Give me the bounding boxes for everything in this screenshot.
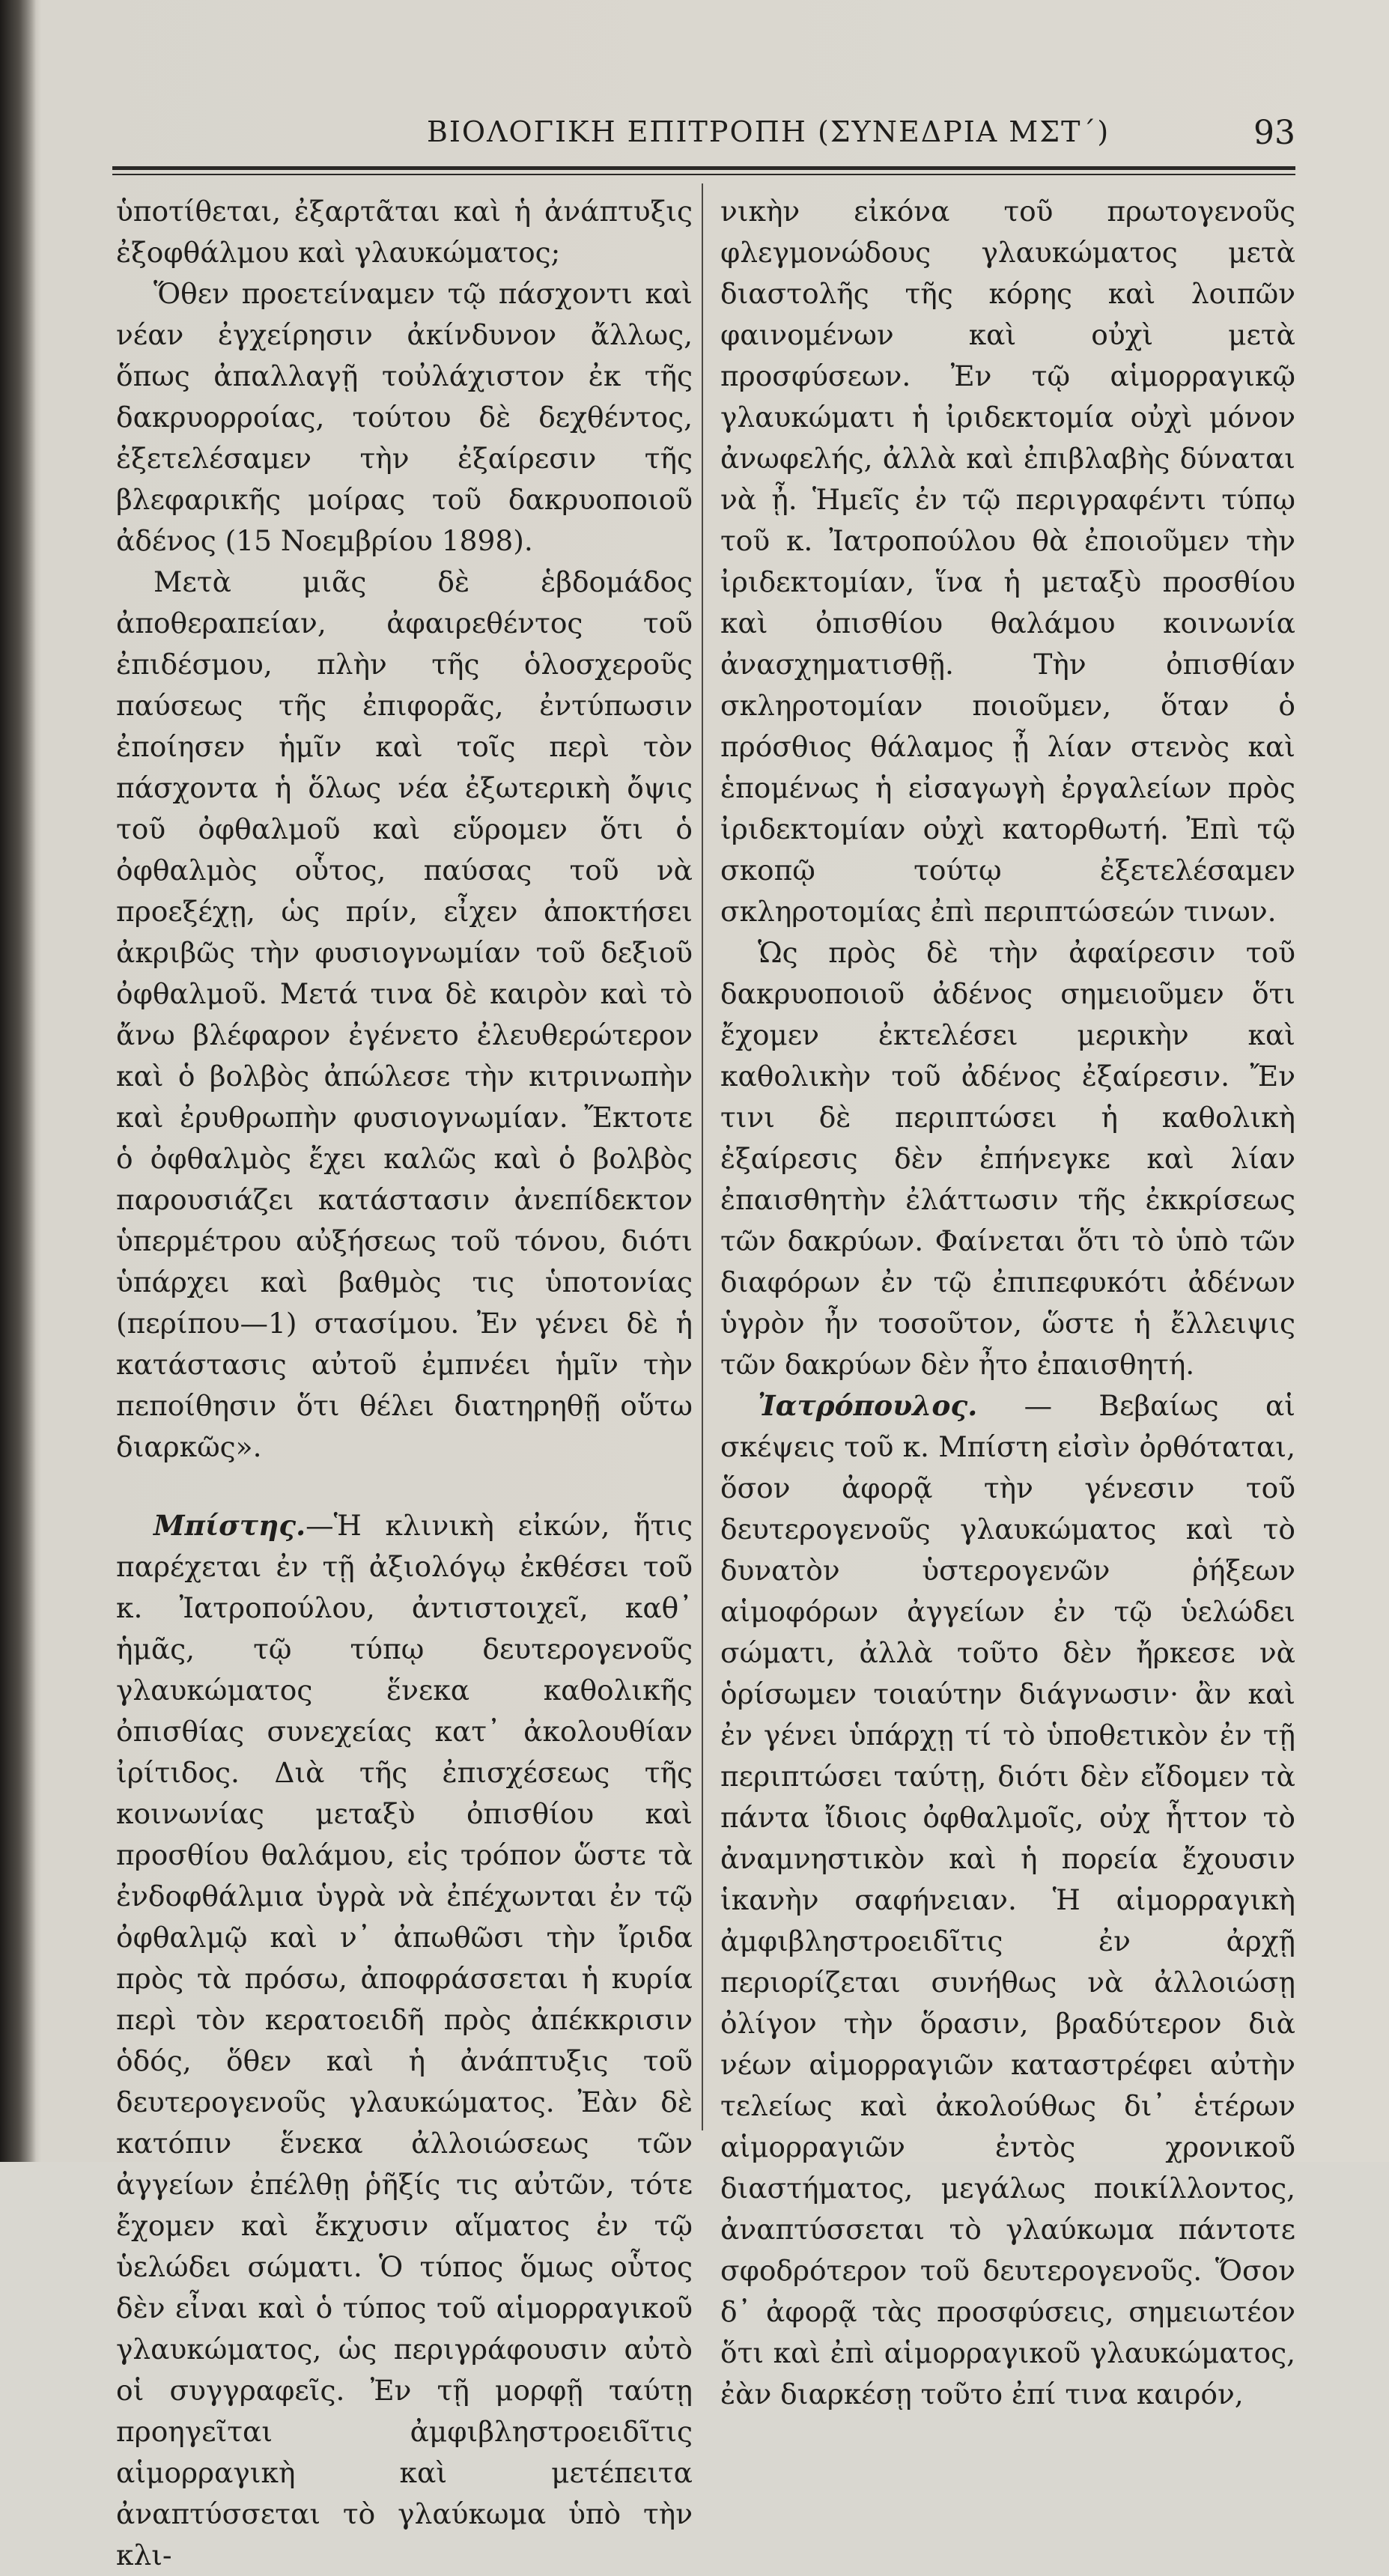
column-divider	[702, 183, 703, 2130]
paragraph: Ὅθεν προετείναμεν τῷ πάσχοντι καὶ νέαν ἐγχείρησιν ἀκίνδυνον ἄλλως, ὅπως ἀπαλλαγῇ τοὐλάχιστον ἐκ τῆς δακρυορροίας, τούτου δὲ δεχθέντος, ἐξετελέσαμεν τὴν ἐξαίρεσιν τῆς βλεφαρικῆς μοίρας τοῦ δακρυοποιοῦ ἀδένος (15 Νοεμβρίου 1898).	[116, 277, 693, 557]
speaker-paragraph	[720, 1385, 1295, 2415]
header-rule-thick	[112, 166, 1295, 170]
left-column	[116, 191, 693, 2576]
running-head: ΒΙΟΛΟΓΙΚΗ ΕΠΙΤΡΟΠΗ (ΣΥΝΕΔΡΙΑ ΜΣΤ΄)	[427, 115, 1110, 148]
paragraph: ὑποτίθεται, ἐξαρτᾶται καὶ ἡ ἀνάπτυξις ἐξοφθάλμου καὶ γλαυκώματος;	[116, 195, 693, 269]
paragraph-text: — Βεβαίως αἱ σκέψεις τοῦ κ. Μπίστη εἰσὶν ὀρθόταται, ὅσον ἀφορᾷ τὴν γένεσιν τοῦ δευτερογενοῦς γλαυκώματος καὶ τὸ δυνατὸν ὑστερογενῶν ῥήξεων αἱμοφόρων ἀγγείων ἐν τῷ ὑελώδει σώματι, ἀλλὰ τοῦτο δὲν ἤρκεσε νὰ ὁρίσωμεν τοιαύτην διάγνωσιν· ἂν καὶ ἐν γένει ὑπάρχῃ τί τὸ ὑποθετικὸν ἐν τῇ περιπτώσει ταύτῃ, διότι δὲν εἴδομεν τὰ πάντα ἴδιοις ὀφθαλμοῖς, οὐχ ἧττον τὸ ἀναμνηστικὸν καὶ ἡ πορεία ἔχουσιν ἱκανὴν σαφήνειαν. Ἡ αἱμορραγικὴ ἀμφιβληστροειδῖτις ἐν ἀρχῇ περιορίζεται συνήθως νὰ ἀλλοιώσῃ ὀλίγον τὴν ὅρασιν, βραδύτερον διὰ νέων αἱμορραγιῶν καταστρέφει αὐτὴν τελείως καὶ ἀκολούθως δι᾽ ἑτέρων αἱμορραγιῶν ἐντὸς χρονικοῦ διαστήματος, μεγάλως ποικίλλοντος, ἀναπτύσσεται τὸ γλαύκωμα πάντοτε σφοδρότερον τοῦ δευτερογενοῦς. Ὅσον δ᾽ ἀφορᾷ τὰς προσφύσεις, σημειωτέον ὅτι καὶ ἐπὶ αἱμορραγικοῦ γλαυκώματος, ἐὰν διαρκέσῃ τοῦτο ἐπί τινα καιρόν,	[720, 1389, 1295, 2411]
page-header	[112, 112, 1295, 154]
paragraph: Μετὰ μιᾶς δὲ ἑβδομάδος ἀποθεραπείαν, ἀφαιρεθέντος τοῦ ἐπιδέσμου, πλὴν τῆς ὁλοσχεροῦς παύσεως τῆς ἐπιφορᾶς, ἐντύπωσιν ἐποίησεν ἡμῖν καὶ τοῖς περὶ τὸν πάσχοντα ἡ ὅλως νέα ἐξωτερικὴ ὄψις τοῦ ὀφθαλμοῦ καὶ εὕρομεν ὅτι ὁ ὀφθαλμὸς οὗτος, παύσας τοῦ νὰ προεξέχῃ, ὡς πρίν, εἶχεν ἀποκτήσει ἀκριβῶς τὴν φυσιογνωμίαν τοῦ δεξιοῦ ὀφθαλμοῦ. Μετά τινα δὲ καιρὸν καὶ τὸ ἄνω βλέφαρον ἐγένετο ἐλευθερώτερον καὶ ὁ βολβὸς ἀπώλεσε τὴν κιτρινωπὴν καὶ ἐρυθρωπὴν φυσιογνωμίαν. Ἔκτοτε ὁ ὀφθαλμὸς ἔχει καλῶς καὶ ὁ βολβὸς παρουσιάζει κατάστασιν ἀνεπίδεκτον ὑπερμέτρου αὐξήσεως τοῦ τόνου, διότι ὑπάρχει καὶ βαθμὸς τις ὑποτονίας (περίπου—1) στασίμου. Ἐν γένει δὲ ἡ κατάστασις αὐτοῦ ἐμπνέει ἡμῖν τὴν πεποίθησιν ὅτι θέλει διατηρηθῇ οὕτω διαρκῶς».	[116, 565, 693, 1463]
binding-shadow	[0, 0, 36, 2162]
paragraph: νικὴν εἰκόνα τοῦ πρωτογενοῦς φλεγμονώδους γλαυκώματος μετὰ διαστολῆς τῆς κόρης καὶ λοιπῶν φαινομένων καὶ οὐχὶ μετὰ προσφύσεων. Ἐν τῷ αἱμορραγικῷ γλαυκώματι ἡ ἰριδεκτομία οὐχὶ μόνον ἀνωφελής, ἀλλὰ καὶ ἐπιβλαβὴς δύναται νὰ ᾖ. Ἡμεῖς ἐν τῷ περιγραφέντι τύπῳ τοῦ κ. Ἰατροπούλου θὰ ἐποιοῦμεν τὴν ἰριδεκτομίαν, ἵνα ἡ μεταξὺ προσθίου καὶ ὀπισθίου θαλάμου κοινωνία ἀνασχηματισθῇ. Τὴν ὀπισθίαν σκληροτομίαν ποιοῦμεν, ὅταν ὁ πρόσθιος θάλαμος ᾖ λίαν στενὸς καὶ ἑπομένως ἡ εἰσαγωγὴ ἐργαλείων πρὸς ἰριδεκτομίαν οὐχὶ κατορθωτή. Ἐπὶ τῷ σκοπῷ τούτῳ ἐξετελέσαμεν σκληροτομίας ἐπὶ περιπτώσεών τινων.	[720, 195, 1295, 928]
page-number: 93	[1253, 114, 1295, 152]
paragraph-text: —Ἡ κλινικὴ εἰκών, ἥτις παρέχεται ἐν τῇ ἀξιολόγῳ ἐκθέσει τοῦ κ. Ἰατροπούλου, ἀντιστοιχεῖ, καθ᾽ ἡμᾶς, τῷ τύπῳ δευτερογενοῦς γλαυκώματος ἕνεκα καθολικῆς ὀπισθίας συνεχείας κατ᾽ ἀκολουθίαν ἰρίτιδος. Διὰ τῆς ἐπισχέσεως τῆς κοινωνίας μεταξὺ ὀπισθίου καὶ προσθίου θαλάμου, εἰς τρόπον ὥστε τὰ ἐνδοφθάλμια ὑγρὰ νὰ ἐπέχωνται ἐν τῷ ὀφθαλμῷ καὶ ν᾽ ἀπωθῶσι τὴν ἴριδα πρὸς τὰ πρόσω, ἀποφράσσεται ἡ κυρία περὶ τὸν κερατοειδῆ πρὸς ἀπέκκρισιν ὁδός, ὅθεν καὶ ἡ ἀνάπτυξις τοῦ δευτερογενοῦς γλαυκώματος. Ἐὰν δὲ κατόπιν ἕνεκα ἀλλοιώσεως τῶν ἀγγείων ἐπέλθῃ ῥῆξίς τις αὐτῶν, τότε ἔχομεν καὶ ἔκχυσιν αἵματος ἐν τῷ ὑελώδει σώματι. Ὁ τύπος ὅμως οὗτος δὲν εἶναι καὶ ὁ τύπος τοῦ αἱμορραγικοῦ γλαυκώματος, ὡς περιγράφουσιν αὐτὸ οἱ συγγραφεῖς. Ἐν τῇ μορφῇ ταύτῃ προηγεῖται ἀμφιβληστροειδῖτις αἱμορραγικὴ καὶ μετέπειτα ἀναπτύσσεται τὸ γλαύκωμα ὑπὸ τὴν κλι-	[116, 1509, 693, 2572]
right-column	[720, 191, 1295, 2415]
speaker-paragraph	[116, 1505, 693, 2576]
speaker-name: Μπίστης.	[154, 1509, 306, 1542]
speaker-name: Ἰατρόπουλος.	[758, 1389, 978, 1422]
header-rule-thin	[112, 174, 1295, 175]
paragraph: Ὡς πρὸς δὲ τὴν ἀφαίρεσιν τοῦ δακρυοποιοῦ ἀδένος σημειοῦμεν ὅτι ἔχομεν ἐκτελέσει μερικὴν καὶ καθολικὴν τοῦ ἀδένος ἐξαίρεσιν. Ἔν τινι δὲ περιπτώσει ἡ καθολικὴ ἐξαίρεσις δὲν ἐπήνεγκε καὶ λίαν ἐπαισθητὴν ἐλάττωσιν τῆς ἐκκρίσεως τῶν δακρύων. Φαίνεται ὅτι τὸ ὑπὸ τῶν διαφόρων ἐν τῷ ἐπιπεφυκότι ἀδένων ὑγρὸν ἦν τοσοῦτον, ὥστε ἡ ἔλλειψις τῶν δακρύων δὲν ἦτο ἐπαισθητή.	[720, 936, 1295, 1381]
